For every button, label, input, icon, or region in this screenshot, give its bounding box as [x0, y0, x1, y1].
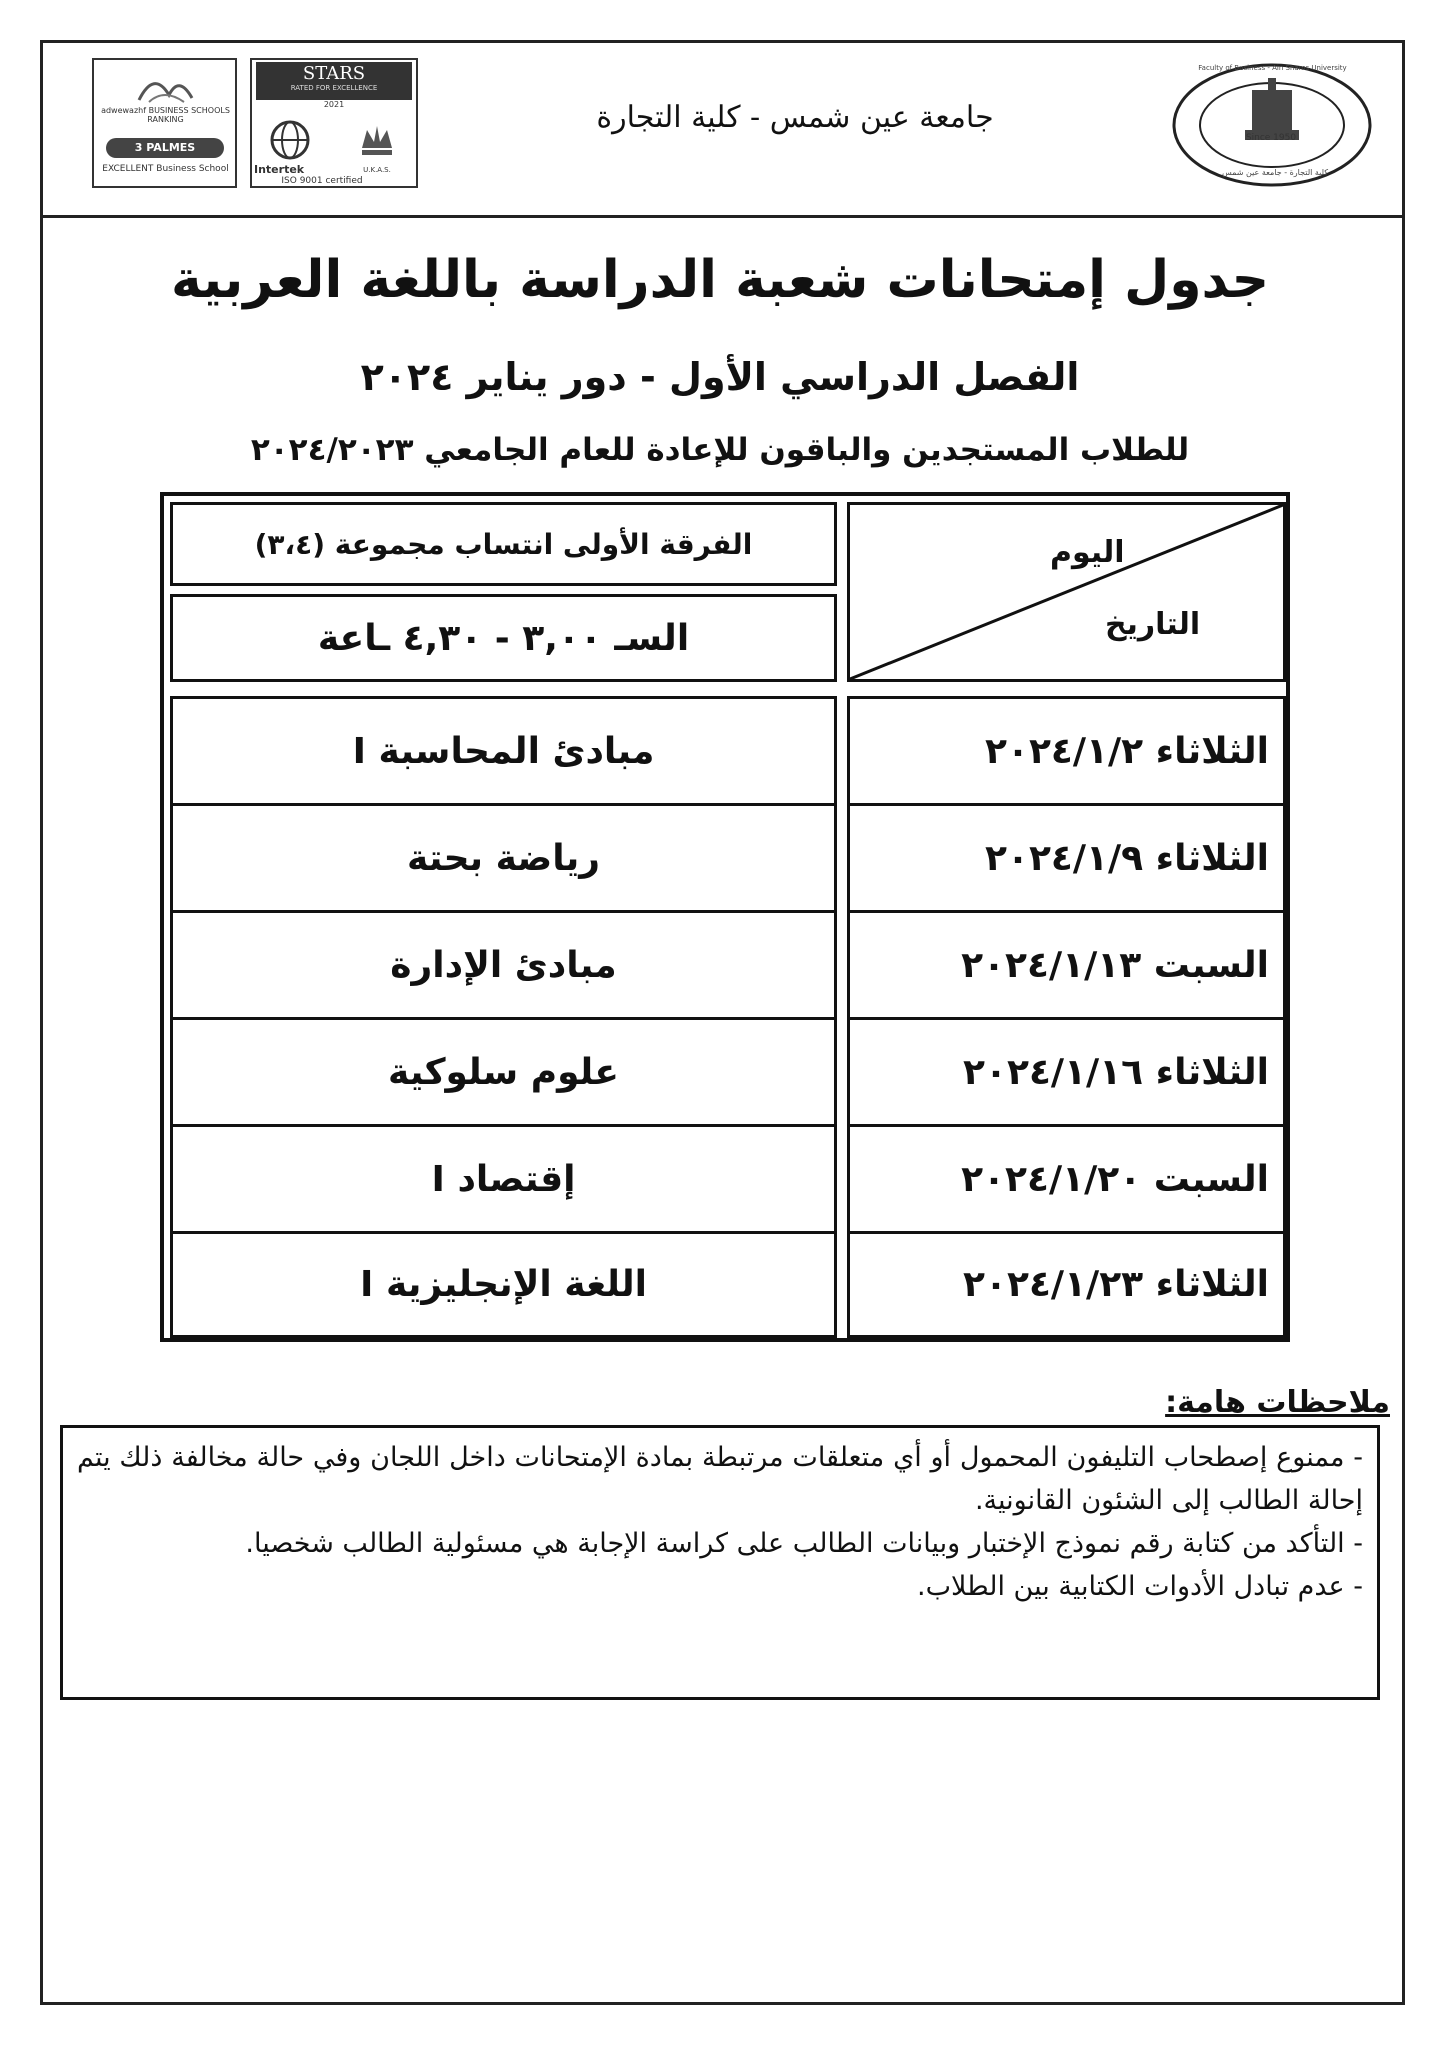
corner-header	[847, 502, 1286, 682]
semester-subtitle: الفصل الدراسي الأول - دور يناير ٢٠٢٤	[360, 355, 1080, 399]
students-subtitle: للطلاب المستجدين والباقون للإعادة للعام الجامعي ٢٠٢٤/٢٠٢٣	[250, 432, 1190, 468]
group-header: الفرقة الأولى انتساب مجموعة (٣،٤)	[170, 502, 837, 586]
note-item: - ممنوع إصطحاب التليفون المحمول أو أي متعلقات مرتبطة بمادة الإمتحانات داخل اللجان وفي حالة مخالفة ذلك يتم إحالة الطالب إلى الشئون القانونية.	[77, 1442, 1363, 1516]
header-divider	[40, 215, 1405, 218]
table-row-subject: إقتصاد I	[170, 1124, 837, 1234]
table-row-subject: اللغة الإنجليزية I	[170, 1231, 837, 1338]
intertek-globe-icon	[260, 118, 320, 168]
table-row-date: الثلاثاء ٢٠٢٤/١/٢	[847, 696, 1286, 806]
ukas-crown-icon	[352, 118, 402, 168]
table-row-subject: علوم سلوكية	[170, 1017, 837, 1127]
table-row-date: الثلاثاء ٢٠٢٤/١/٩	[847, 803, 1286, 913]
note-item: - عدم تبادل الأدوات الكتابية بين الطلاب.	[916, 1571, 1363, 1602]
table-row-subject: مبادئ الإدارة	[170, 910, 837, 1020]
subject-column	[170, 496, 837, 1338]
corner-diagonal	[850, 505, 1283, 679]
exam-schedule-table	[160, 492, 1290, 1342]
accreditation-logo-block	[250, 58, 418, 188]
note-item: - التأكد من كتابة رقم نموذج الإختبار وبيانات الطالب على كراسة الإجابة هي مسئولية الطالب شخصيا.	[245, 1528, 1363, 1559]
table-row-date: الثلاثاء ٢٠٢٤/١/١٦	[847, 1017, 1286, 1127]
time-header: السـ ٣,٠٠ - ٤,٣٠ ـاعة	[170, 594, 837, 682]
seal-arabic-text: كلية التجارة - جامعة عين شمس	[1221, 168, 1329, 177]
notes-title: ملاحظات هامة:	[1165, 1385, 1390, 1420]
palmes-label: 3 PALMES	[134, 141, 196, 154]
ukas-label: U.K.A.S.	[363, 166, 391, 174]
seal-arc-text: Faculty of Business - Ain Shams University	[1198, 64, 1347, 72]
table-row-subject: مبادئ المحاسبة I	[170, 696, 837, 806]
date-column	[847, 496, 1286, 1338]
palmes-caption: EXCELLENT Business School	[102, 164, 229, 174]
stars-year: 2021	[323, 100, 345, 109]
seal-since: Since 1950	[1245, 133, 1297, 143]
table-row-date: السبت ٢٠٢٤/١/١٣	[847, 910, 1286, 1020]
rankings-logo-block	[92, 58, 237, 188]
page-title: جدول إمتحانات شعبة الدراسة باللغة العربية	[170, 250, 1270, 310]
palmes-badge	[106, 138, 224, 158]
table-row-date: الثلاثاء ٢٠٢٤/١/٢٣	[847, 1231, 1286, 1338]
iso-label: ISO 9001 certified	[281, 176, 363, 186]
stars-subtitle: RATED FOR EXCELLENCE	[290, 84, 378, 92]
table-row-subject: رياضة بحتة	[170, 803, 837, 913]
corner-day-label: اليوم	[1050, 535, 1125, 570]
rankings-caption: adwewazhf BUSINESS SCHOOLS RANKING	[101, 106, 230, 124]
intertek-label: Intertek	[254, 163, 305, 176]
table-row-date: السبت ٢٠٢٤/١/٢٠	[847, 1124, 1286, 1234]
stars-banner	[256, 62, 412, 100]
stars-title: STARS	[302, 63, 366, 84]
notes-box	[60, 1425, 1380, 1700]
university-name: جامعة عين شمس - كلية التجارة	[596, 100, 994, 135]
corner-date-label: التاريخ	[1105, 607, 1201, 642]
